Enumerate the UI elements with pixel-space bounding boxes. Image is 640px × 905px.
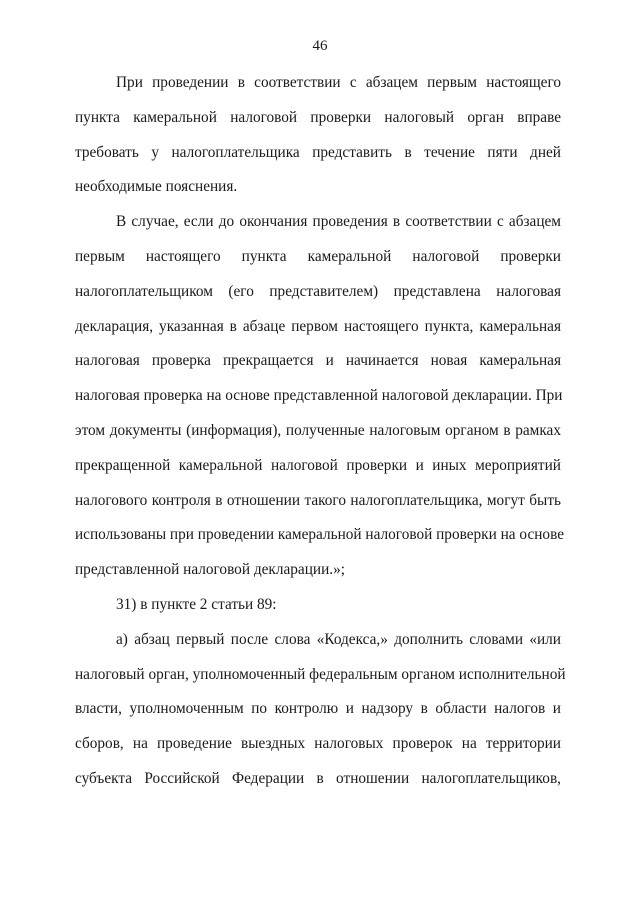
paragraph-2-line-4: декларация, указанная в абзаце первом настоящего пункта, камеральная — [75, 317, 561, 335]
paragraph-2-line-8: прекращенной камеральной налоговой проверки и иных мероприятий — [75, 456, 561, 474]
paragraph-4-line-1: а) абзац первый после слова «Кодекса,» дополнить словами «или — [116, 630, 561, 648]
paragraph-2-line-6: налоговая проверка на основе представленной налоговой декларации. При — [75, 387, 563, 405]
paragraph-2-line-10: использованы при проведении камеральной налоговой проверки на основе — [75, 526, 564, 544]
paragraph-2-line-11: представленной налоговой декларации.»; — [75, 561, 345, 579]
paragraph-2-line-3: налогоплательщиком (его представителем) представлена налоговая — [75, 282, 561, 300]
paragraph-2-line-1: В случае, если до окончания проведения в соответствии с абзацем — [116, 213, 561, 231]
paragraph-1-line-3: требовать у налогоплательщика представить в течение пяти дней — [75, 143, 561, 161]
paragraph-2-line-5: налоговая проверка прекращается и начинается новая камеральная — [75, 352, 561, 370]
paragraph-4-line-2: налоговый орган, уполномоченный федеральным органом исполнительной — [75, 665, 566, 683]
paragraph-4-line-4: сборов, на проведение выездных налоговых проверок на территории — [75, 735, 561, 753]
page-number: 46 — [312, 38, 328, 54]
paragraph-4-line-3: власти, уполномоченным по контролю и надзору в области налогов и — [75, 700, 561, 718]
paragraph-4-line-5: субъекта Российской Федерации в отношении налогоплательщиков, — [75, 769, 561, 787]
paragraph-1-line-1: При проведении в соответствии с абзацем первым настоящего — [116, 74, 561, 91]
paragraph-1-line-4: необходимые пояснения. — [75, 178, 238, 196]
document-body — [75, 66, 566, 797]
paragraph-2-line-9: налогового контроля в отношении такого налогоплательщика, могут быть — [75, 491, 561, 509]
paragraph-2-line-7: этом документы (информация), полученные налоговым органом в рамках — [75, 421, 561, 439]
paragraph-2-line-2: первым настоящего пункта камеральной налоговой проверки — [75, 247, 561, 265]
paragraph-1-line-2: пункта камеральной налоговой проверки налоговый орган вправе — [75, 108, 561, 126]
paragraph-3-line-1: 31) в пункте 2 статьи 89: — [116, 595, 277, 613]
